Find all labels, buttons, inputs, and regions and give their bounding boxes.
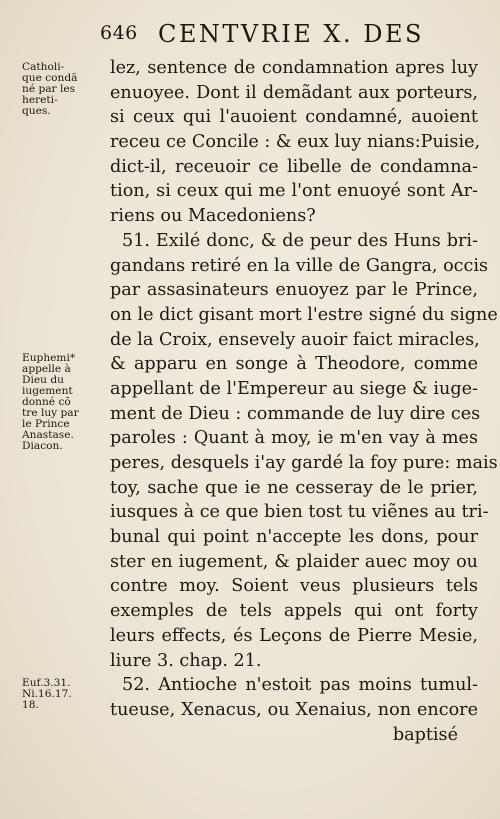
text-line: gandans retiré en la ville de Gangra, occis [110,255,489,276]
margin-note-line: hereti- [22,94,58,106]
margin-note-line: iugement [22,385,73,397]
text-line: leurs effects, és Leçons de Pierre Mesie, [110,625,478,646]
margin-note-line: donné cõ [22,396,71,408]
margin-note-line: Anastase. [22,429,74,441]
text-line: tueuse, Xenacus, ou Xenaius, non encore [110,699,478,720]
text-line: si ceux qui l'auoient condamné, auoient [110,107,478,128]
catchword: baptisé [392,724,458,745]
text-line: tion, si ceux qui me l'ont enuoyé sont Ar- [110,181,478,202]
margin-note-line: Ni.16.17. [22,688,72,700]
margin-note-reference [22,678,72,711]
body-text [110,56,498,747]
margin-note-line: né par les [22,83,76,95]
text-line: exemples de tels appels qui ont forty [110,601,478,622]
text-line: lez, sentence de condamnation apres luy [110,58,478,78]
text-line: par assasinateurs enuoyez par le Prince, [110,280,478,301]
margin-note-line: Euphemi* [22,352,76,364]
margin-note-line: le Prince [22,418,70,430]
text-line: 52. Antioche n'estoit pas moins tumul- [122,675,478,696]
text-line: contre moy. Soient veus plusieurs tels [110,576,478,597]
margin-note-line: Euf.3.31. [22,677,71,689]
text-line: 51. Exilé donc, & de peur des Huns bri- [122,230,478,251]
margin-note-line: que condã [22,72,78,84]
margin-note-euphemius [22,353,79,452]
text-line: appellant de l'Empereur au siege & iuge- [110,378,478,399]
text-line: iusques à ce que bien tost tu viẽnes au tri- [110,502,489,523]
margin-note-line: Catholi- [22,61,65,73]
text-line: enuoyee. Dont il demãdant aux porteurs, [110,82,478,103]
text-line: ster en iugement, & plaider auec moy ou [110,551,478,572]
margin-note-line: 18. [22,699,39,711]
text-line: dict-il, receuoir ce libelle de condamna- [110,156,478,177]
text-line: ment de Dieu : commande de luy dire ces [110,403,481,424]
text-line: paroles : Quant à moy, ie m'en vay à mes [110,428,478,449]
text-line: liure 3. chap. 21. [110,650,262,671]
page-header [100,20,490,50]
margin-note-line: Dieu du [22,374,64,386]
margin-note-line: appelle à [22,363,71,375]
text-line: riens ou Macedoniens? [110,206,316,227]
text-line: peres, desquels i'ay gardé la foy pure: mais [110,453,498,473]
text-line: bunal qui point n'accepte les dons, pour [110,527,478,548]
margin-note-line: tre luy par [22,407,79,419]
text-line: receu ce Concile : & eux luy nians:Puisie, [110,132,481,153]
margin-note-line: ques. [22,105,51,117]
text-line: toy, sache que ie ne cesseray de le prier, [110,477,478,498]
margin-note-line: Diacon. [22,440,63,452]
text-line: on le dict gisant mort l'estre signé du signe [110,304,498,325]
running-title: CENTVRIE X. DES [158,20,424,48]
page-number: 646 [100,22,138,44]
text-line: de la Croix, ensevely auoir faict miracles, [110,329,480,350]
text-line: & apparu en songe à Theodore, comme [110,354,478,375]
margin-note-catholique [22,62,77,117]
